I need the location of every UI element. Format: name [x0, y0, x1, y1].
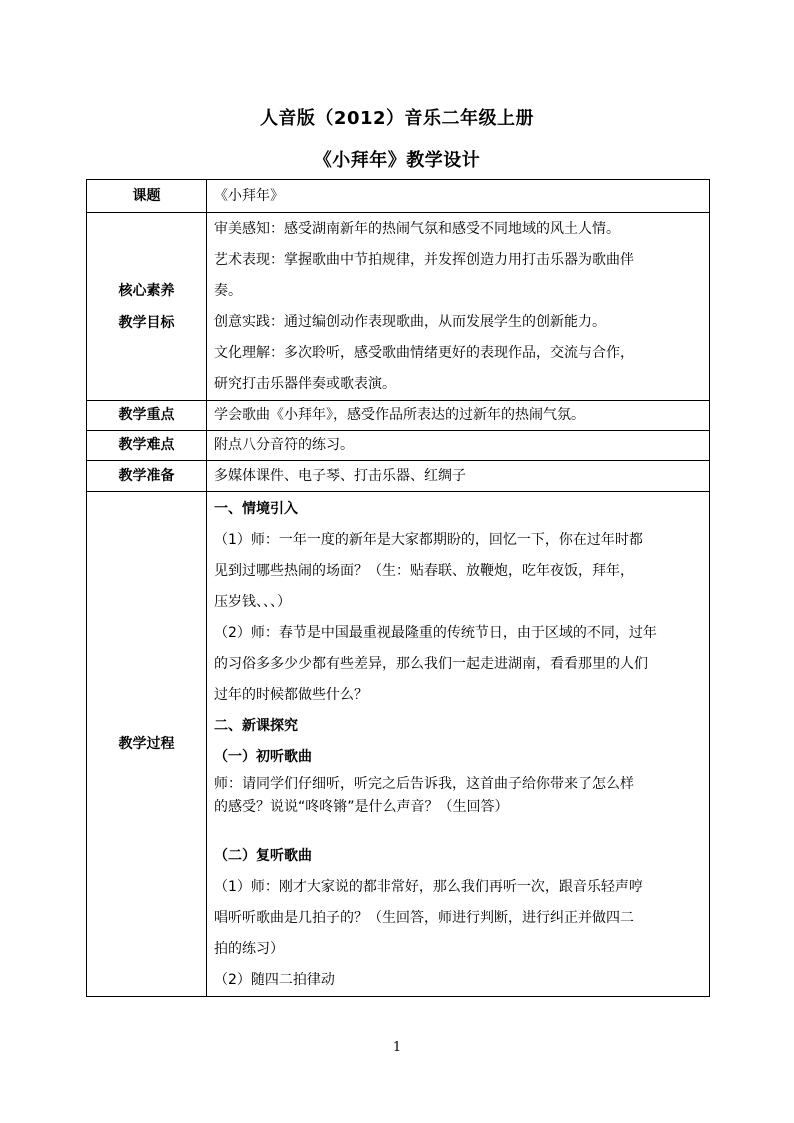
key-point-row [87, 401, 710, 431]
goal-culture-line-2: 研究打击乐器伴奏或歌表演。 [214, 375, 396, 392]
lesson-plan-table [86, 179, 710, 997]
process-line: （1）师：刚才大家说的都非常好，那么我们再听一次，跟音乐轻声哼 [214, 879, 643, 895]
goal-art-line-2: 奏。 [214, 282, 242, 299]
process-line: 拍的练习） [214, 941, 284, 957]
process-line: （2）随四二拍律动 [214, 972, 335, 988]
goal-creative-line: 创意实践：通过编创动作表现歌曲，从而发展学生的创新能力。 [214, 313, 606, 330]
process-line: 见到过哪些热闹的场面？（生：贴春联、放鞭炮，吃年夜饭，拜年， [214, 563, 634, 579]
topic-row [87, 180, 710, 213]
difficulty-row [87, 431, 710, 461]
key-point-value: 学会歌曲《小拜年》，感受作品所表达的过新年的热闹气氛。 [207, 401, 710, 431]
subsection-second-listen-heading: （二）复听歌曲 [214, 848, 312, 864]
process-label: 教学过程 [87, 492, 207, 997]
goals-row [87, 213, 710, 401]
process-line: （1）师：一年一度的新年是大家都期盼的，回忆一下，你在过年时都 [214, 532, 643, 548]
difficulty-label: 教学难点 [87, 431, 207, 461]
goals-label-line2: 教学目标 [118, 314, 175, 331]
process-line: 压岁钱、、、） [214, 594, 291, 610]
document-title: 人音版（2012）音乐二年级上册 [259, 108, 535, 129]
process-content [207, 492, 710, 997]
document-subtitle: 《小拜年》教学设计 [313, 150, 481, 171]
section-explore-heading: 二、新课探究 [214, 718, 298, 734]
process-line: （2）师：春节是中国最重视最隆重的传统节日，由于区域的不同，过年 [214, 625, 657, 641]
process-line: 过年的时候都做些什么？ [214, 687, 368, 703]
process-row [87, 492, 710, 997]
process-line: 的感受？说说“咚咚锵”是什么声音？（生回答） [214, 799, 509, 815]
goal-art-line-1: 艺术表现：掌握歌曲中节拍规律，并发挥创造力用打击乐器为歌曲伴 [214, 251, 634, 268]
topic-label: 课题 [87, 180, 207, 213]
goals-content [207, 213, 710, 401]
key-point-label: 教学重点 [87, 401, 207, 431]
difficulty-value: 附点八分音符的练习。 [207, 431, 710, 461]
preparation-row [87, 461, 710, 492]
preparation-value: 多媒体课件、电子琴、打击乐器、红绸子 [207, 461, 710, 492]
preparation-label: 教学准备 [87, 461, 207, 492]
process-line: 唱听听歌曲是几拍子的？（生回答，师进行判断，进行纠正并做四二 [214, 910, 634, 926]
goal-aesthetic-line: 审美感知：感受湖南新年的热闹气氛和感受不同地域的风土人情。 [214, 220, 620, 237]
goal-culture-line-1: 文化理解：多次聆听，感受歌曲情绪更好的表现作品，交流与合作， [214, 344, 634, 361]
section-intro-heading: 一、情境引入 [214, 501, 298, 517]
process-line: 的习俗多多少少都有些差异，那么我们一起走进湖南，看看那里的人们 [214, 656, 648, 672]
page-number: 1 [392, 1040, 402, 1055]
goals-label [87, 213, 207, 401]
topic-value: 《小拜年》 [207, 180, 710, 213]
goals-label-line1: 核心素养 [118, 282, 175, 299]
process-line: 师：请同学们仔细听，听完之后告诉我，这首曲子给你带来了怎么样 [214, 776, 634, 792]
subsection-first-listen-heading: （一）初听歌曲 [214, 749, 312, 765]
